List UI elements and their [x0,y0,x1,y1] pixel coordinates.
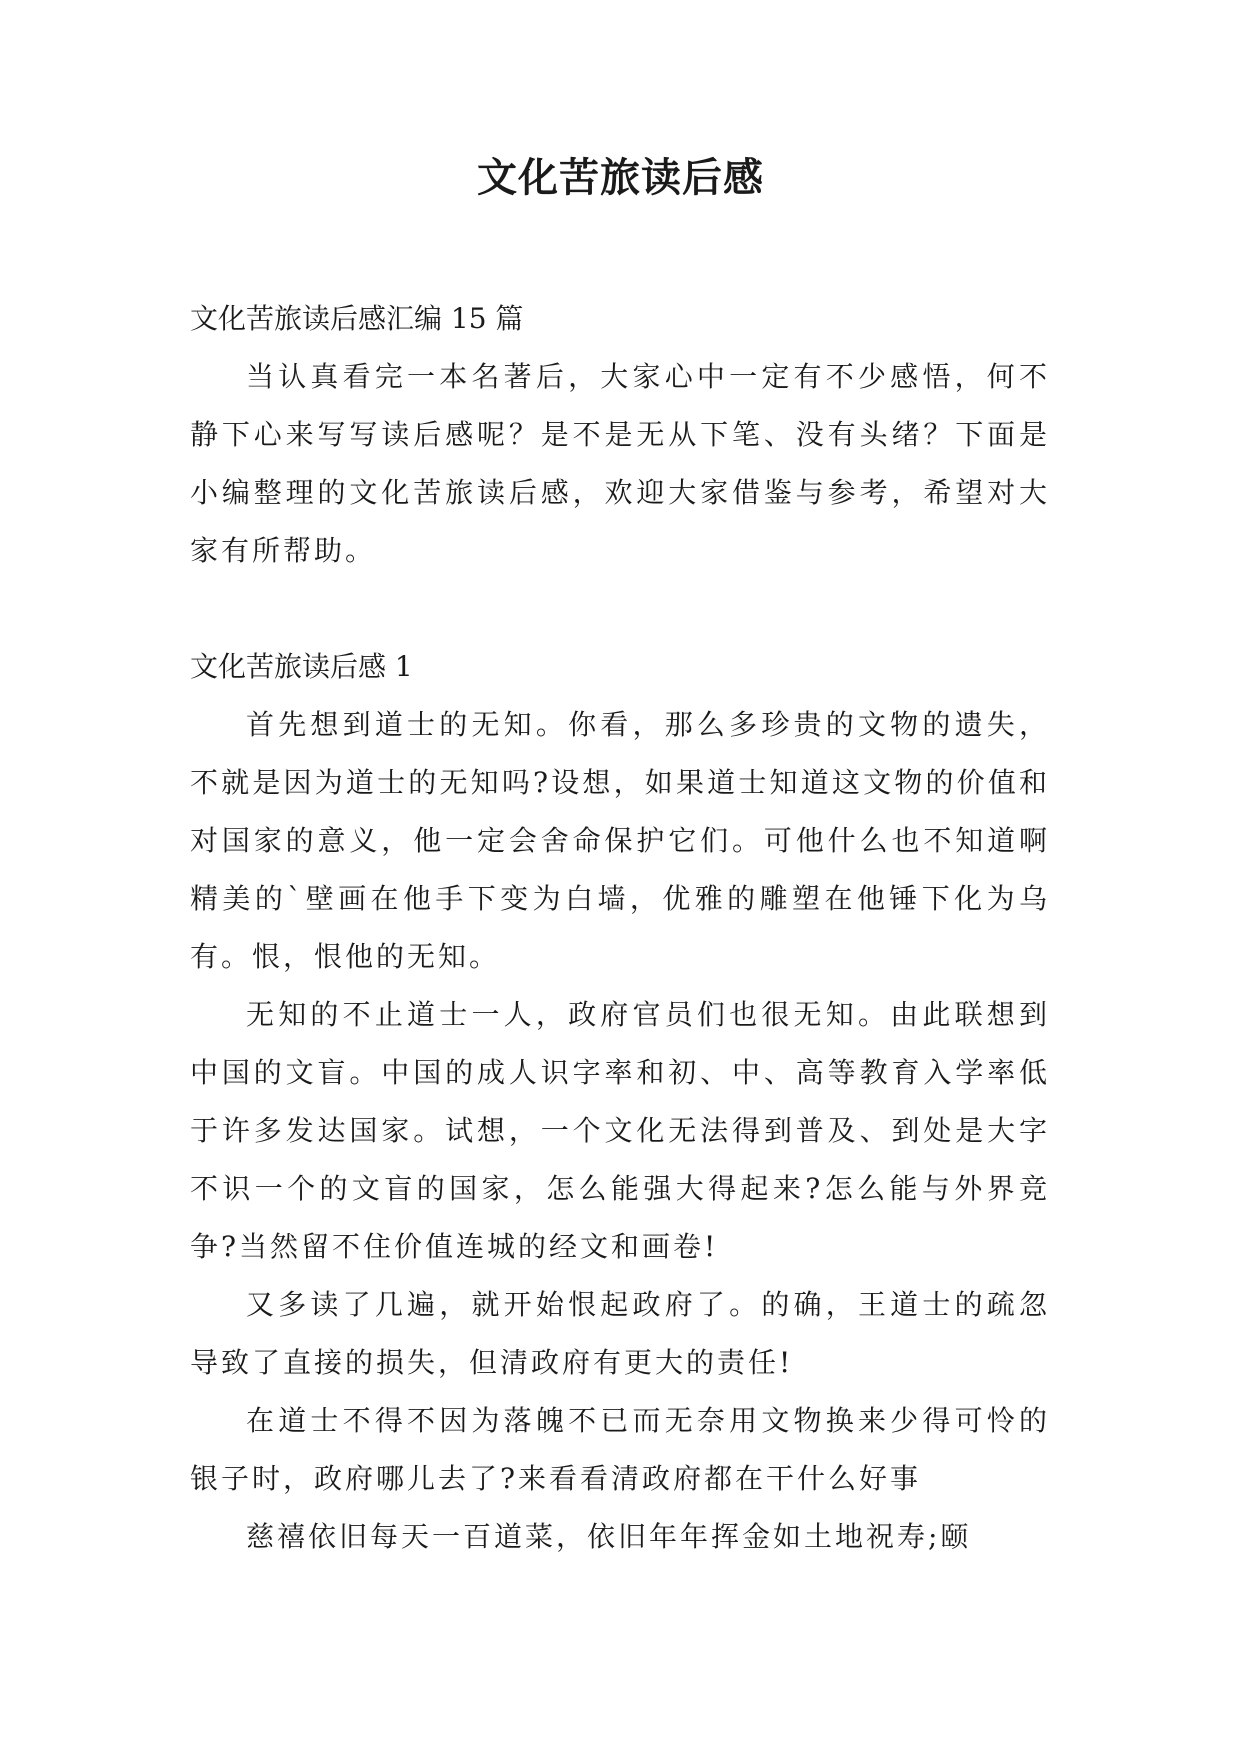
section-spacer [190,580,1050,638]
document-title: 文化苦旅读后感 [477,155,764,201]
body-paragraph: 无知的不止道士一人，政府官员们也很无知。由此联想到中国的文盲。中国的成人识字率和初、中、高等教育入学率低于许多发达国家。试想，一个文化无法得到普及、到处是大字不识一个的文盲的国家，怎么能强大得起来?怎么能与外界竞争?当然留不住价值连城的经文和画卷! [190,998,1050,1263]
document-body [190,290,1050,1566]
section-1 [190,638,1050,1566]
body-paragraph: 首先想到道士的无知。你看，那么多珍贵的文物的遗失，不就是因为道士的无知吗?设想，如果道士知道这文物的价值和对国家的意义，他一定会舍命保护它们。可他什么也不知道啊精美的`壁画在他手下变为白墙，优雅的雕塑在他锤下化为乌有。恨，恨他的无知。 [190,708,1050,973]
body-paragraph: 又多读了几遍，就开始恨起政府了。的确，王道士的疏忽导致了直接的损失，但清政府有更大的责任! [190,1288,1050,1379]
body-paragraph: 慈禧依旧每天一百道菜，依旧年年挥金如土地祝寿;颐 [246,1520,972,1553]
body-paragraph: 在道士不得不因为落魄不已而无奈用文物换来少得可怜的银子时，政府哪儿去了?来看看清政府都在干什么好事 [190,1404,1050,1495]
intro-paragraph: 当认真看完一本名著后，大家心中一定有不少感悟，何不静下心来写写读后感呢？是不是无从下笔、没有头绪？下面是小编整理的文化苦旅读后感，欢迎大家借鉴与参考，希望对大家有所帮助。 [190,360,1050,567]
document-subtitle: 文化苦旅读后感汇编 15 篇 [190,302,524,335]
section-heading: 文化苦旅读后感 1 [190,650,413,683]
